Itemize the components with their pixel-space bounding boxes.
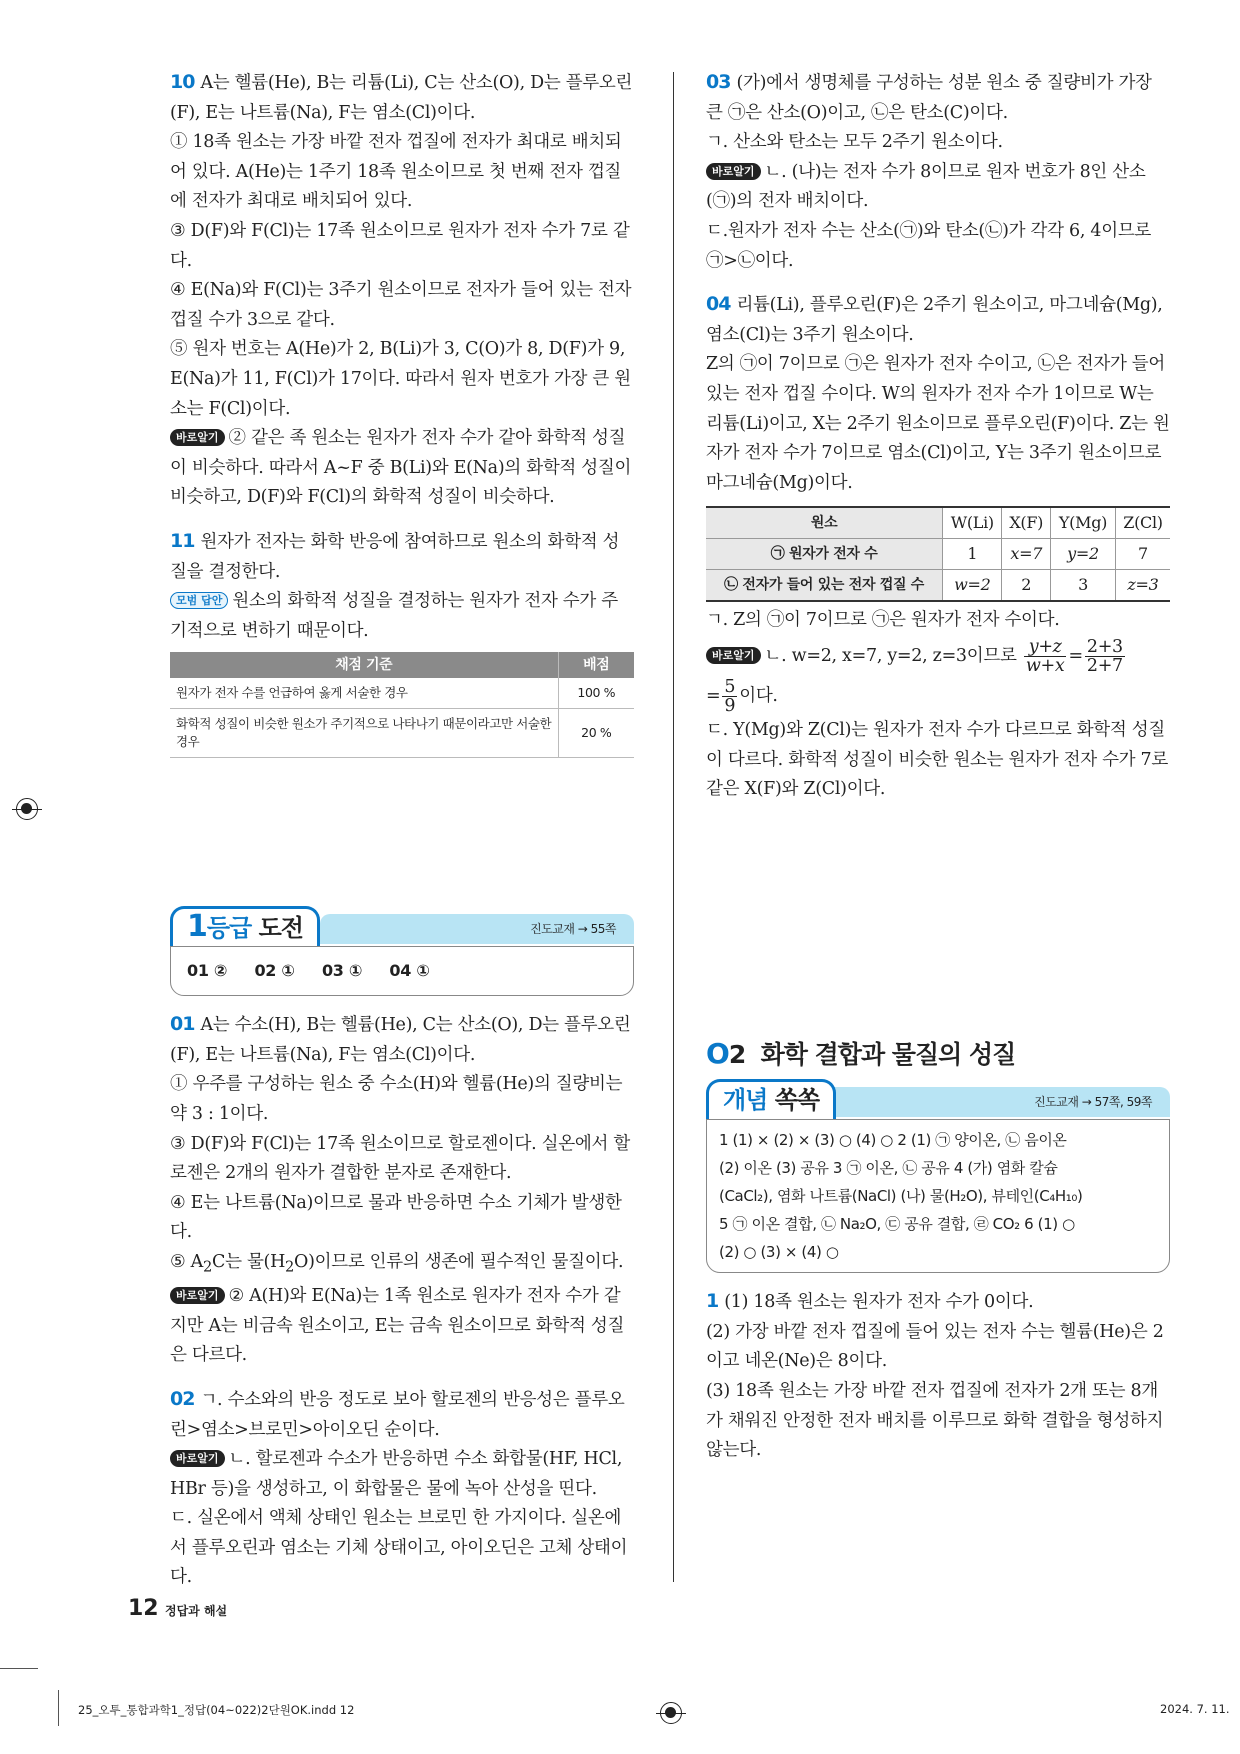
fraction: $\frac{2+3}{2+7}$ bbox=[1086, 636, 1123, 676]
concept-answers-box: 1 (1) × (2) × (3) ○ (4) ○ 2 (1) ㉠ 양이온, ㉡ 음이온 (2) 이온 (3) 공유 3 ㉠ 이온, ㉡ 공유 4 (가) 염화 칼슘 (CaCl₂), 염화 나트륨(NaCl) (나) 물(H₂O), 뷰테인(C₄H₁₀) 5 ㉠ 이온 결합, ㉡ Na₂O, ㉢ 공유 결합, ㉣ CO₂ 6 (1) ○ (2) ○ (3) × (4) ○ bbox=[706, 1119, 1170, 1273]
table-row: ㉡ 전자가 들어 있는 전자 껍질 수 w=2 2 3 z=3 bbox=[706, 570, 1170, 602]
question-number: 04 bbox=[706, 293, 731, 316]
table-row: 화학적 성질이 비슷한 원소가 주기적으로 나타나기 때문이라고만 서술한 경우 20 % bbox=[170, 709, 634, 758]
answer-04: 04 리튬(Li), 플루오린(F)은 2주기 원소이고, 마그네슘(Mg), 염소(Cl)는 3주기 원소이다. Z의 ㉠이 7이므로 ㉠은 원자가 전자 수이고, ㉡은 전자가 들어 있는 전자 껍질 수이다. W의 원자가 전자 수가 1이므로 W는 리튬(Li)이고, X는 2주기 원소이므로 플루오린(F)이다. Z는 원자가 전자 수가 7이므로 염소(Cl)이고, Y는 3주기 원소이므로 마그네슘(Mg)이다. 원소 W(Li) X(F) Y(Mg) Z(Cl) ㉠ 원자가 전자 수 1 x=7 y=2 7 ㉡ 전자가 들어 있는 전자 껍질 수 w=2 2 3 z=3 ㄱ. Z의 ㉠이 7이므로 ㉠은 원자가 전자 수이다. 바로알기 ㄴ. w=2, x=7, y=2, z=3이므로 $\frac{y+z}{w+x}$ = $\frac{2+3}{2+7}$ = $\frac{5}{9}$ 이다. ㄷ. Y(Mg)와 Z(Cl)는 원자가 전자 수가 다르므로 화학적 성질이 다르다. 화학적 성질이 비슷한 원소는 원자가 전자 수가 7로 같은 X(F)와 Z(Cl)이다. bbox=[706, 293, 1170, 800]
question-number: 01 bbox=[170, 1013, 195, 1036]
textbook-reference: 진도교재 → 57쪽, 59쪽 bbox=[816, 1087, 1170, 1117]
crop-mark bbox=[0, 1668, 38, 1669]
table-row: ㉠ 원자가 전자 수 1 x=7 y=2 7 bbox=[706, 539, 1170, 570]
table-row: 원자가 전자 수를 언급하여 옳게 서술한 경우 100 % bbox=[170, 678, 634, 709]
registration-mark-icon bbox=[660, 1702, 682, 1724]
page-number: 12 bbox=[128, 1596, 159, 1621]
answer-01: 01 A는 수소(H), B는 헬륨(He), C는 산소(O), D는 플루오린(F), E는 나트륨(Na), F는 염소(Cl)이다. ① 우주를 구성하는 원소 중 수소(H)와 헬륨(He)의 질량비는 약 3 : 1이다. ③ D(F)와 F(Cl)는 17족 원소이므로 할로젠이다. 실온에서 할로젠은 2개의 원자가 결합한 분자로 존재한다. ④ E는 나트륨(Na)이므로 물과 반응하면 수소 기체가 발생한다. ⑤ $A_2C$는 물$(H_2O)$이므로 인류의 생존에 필수적인 물질이다. 바로알기 ② A(H)와 E(Na)는 1족 원소로 원자가 전자 수가 같지만 A는 비금속 원소이고, E는 금속 원소이므로 화학적 성질은 다르다. bbox=[170, 1013, 631, 1366]
footer-file-name: 25_오투_통합과학1_정답(04~022)2단원OK.indd 12 bbox=[78, 1703, 355, 1717]
correction-badge: 바로알기 bbox=[170, 1450, 225, 1467]
left-column bbox=[170, 68, 634, 1593]
question-number: 11 bbox=[170, 529, 195, 552]
question-number: 03 bbox=[706, 71, 731, 93]
section-title: 1등급 도전 bbox=[170, 906, 320, 946]
element-table: 원소 W(Li) X(F) Y(Mg) Z(Cl) ㉠ 원자가 전자 수 1 x=7 y=2 7 ㉡ 전자가 들어 있는 전자 껍질 수 w=2 2 3 z=3 bbox=[706, 506, 1170, 602]
footer-date: 2024. 7. 11. bbox=[1160, 1702, 1230, 1716]
correction-badge: 바로알기 bbox=[706, 163, 761, 180]
correction-badge: 바로알기 bbox=[170, 429, 225, 446]
question-number: 02 bbox=[170, 1387, 195, 1410]
answer-03: 03 (가)에서 생명체를 구성하는 성분 원소 중 질량비가 가장 큰 ㉠은 산소(O)이고, ㉡은 탄소(C)이다. ㄱ. 산소와 탄소는 모두 2주기 원소이다. 바로알기 ㄴ. (나)는 전자 수가 8이므로 원자 번호가 8인 산소(㉠)의 전자 배치이다. ㄷ.원자가 전자 수는 산소(㉠)와 탄소(㉡)가 각각 6, 4이므로 ㉠>㉡이다. bbox=[706, 71, 1152, 271]
fraction: $\frac{5}{9}$ bbox=[724, 676, 736, 716]
answer-11: 11 원자가 전자는 화학 반응에 참여하므로 원소의 화학적 성질을 결정한다. 모범 답안 원소의 화학적 성질을 결정하는 원자가 전자 수가 주기적으로 변하기 때문이다. 채점 기준 배점 원자가 전자 수를 언급하여 옳게 서술한 경우 100 % 화학적 성질이 비슷한 원소가 주기적으로 나타나기 때문이라고만 서술한 경우 20 % bbox=[170, 527, 634, 758]
answer-02: 02 ㄱ. 수소와의 반응 정도로 보아 할로젠의 반응성은 플루오린>염소>브로민>아이오딘 순이다. 바로알기 ㄴ. 할로젠과 수소가 반응하면 수소 화합물(HF, HCl, HBr 등)을 생성하고, 이 화합물은 물에 녹아 산성을 띤다. ㄷ. 실온에서 액체 상태인 원소는 브로민 한 가지이다. 실온에서 플루오린과 염소는 기체 상태이고, 아이오딘은 고체 상태이다. bbox=[170, 1387, 628, 1588]
question-number: 10 bbox=[170, 71, 195, 93]
question-number: 1 bbox=[706, 1290, 719, 1313]
model-answer-badge: 모범 답안 bbox=[170, 592, 228, 609]
correction-badge: 바로알기 bbox=[170, 1287, 225, 1304]
concept-section-header bbox=[706, 1079, 1170, 1119]
scoring-table: 채점 기준 배점 원자가 전자 수를 언급하여 옳게 서술한 경우 100 % 화학적 성질이 비슷한 원소가 주기적으로 나타나기 때문이라고만 서술한 경우 20 % bbox=[170, 652, 634, 758]
page-label: 정답과 해설 bbox=[165, 1604, 228, 1618]
chapter-title: O2 화학 결합과 물질의 성질 bbox=[706, 1036, 1016, 1070]
answer-10: 10 A는 헬륨(He), B는 리튬(Li), C는 산소(O), D는 플루오린(F), E는 나트륨(Na), F는 염소(Cl)이다. ① 18족 원소는 가장 바깥 전자 껍질에 전자가 최대로 배치되어 있다. A(He)는 1주기 18족 원소이므로 첫 번째 전자 껍질에 전자가 최대로 배치되어 있다. ③ D(F)와 F(Cl)는 17족 원소이므로 원자가 전자 수가 7로 같다. ④ E(Na)와 F(Cl)는 3주기 원소이므로 전자가 들어 있는 전자 껍질 수가 3으로 같다. ⑤ 원자 번호는 A(He)가 2, B(Li)가 3, C(O)가 8, D(F)가 9, E(Na)가 11, F(Cl)가 17이다. 따라서 원자 번호가 가장 큰 원소는 F(Cl)이다. 바로알기 ② 같은 족 원소는 원자가 전자 수가 같아 화학적 성질이 비슷하다. 따라서 A~F 중 B(Li)와 E(Na)의 화학적 성질이 비슷하고, D(F)와 F(Cl)의 화학적 성질이 비슷하다. bbox=[170, 71, 633, 508]
quick-answers-box: 01 ② 02 ① 03 ① 04 ① bbox=[170, 946, 634, 996]
section-title: 개념 쏙쏙 bbox=[706, 1079, 836, 1119]
column-divider bbox=[673, 72, 674, 1582]
registration-mark-icon bbox=[16, 798, 38, 820]
answer-1: 1 (1) 18족 원소는 원자가 전자 수가 0이다. (2) 가장 바깥 전자 껍질에 들어 있는 전자 수는 헬륨(He)은 2이고 네온(Ne)은 8이다. (3) 18족 원소는 가장 바깥 전자 껍질에 전자가 2개 또는 8개가 채워진 안정한 전자 배치를 이루므로 화학 결합을 형성하지 않는다. bbox=[706, 1290, 1164, 1461]
challenge-section-header bbox=[170, 906, 634, 946]
textbook-reference: 진도교재 → 55쪽 bbox=[320, 914, 634, 944]
correction-badge: 바로알기 bbox=[706, 647, 761, 664]
crop-mark bbox=[58, 1690, 59, 1726]
fraction: $\frac{y+z}{w+x}$ bbox=[1025, 636, 1065, 676]
right-column bbox=[706, 68, 1170, 1466]
